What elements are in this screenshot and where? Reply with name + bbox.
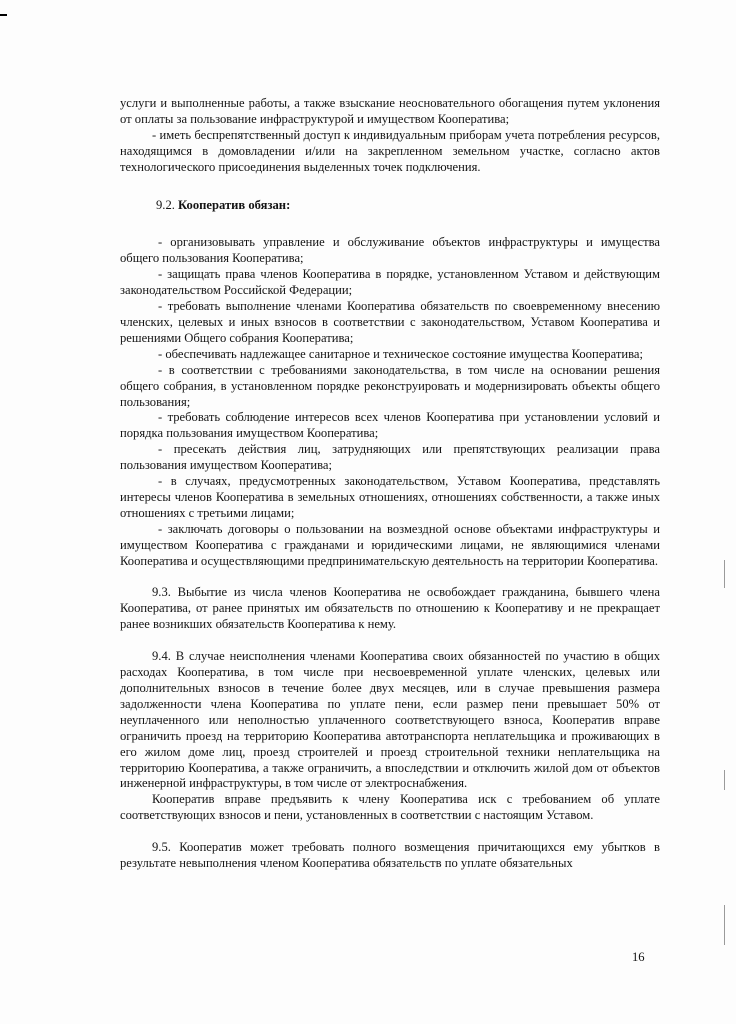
list-item: - требовать выполнение членами Кооператива обязательств по своевременному внесению членских, целевых и иных взносов в соответствии с законодательством, Уставом Кооператива и решениями Общего собрания Кооператива;: [120, 299, 660, 345]
list-item: - в соответствии с требованиями законодательства, в том числе на основании решения общего собрания, в установленном порядке реконструировать и модернизировать объекты общего пользования;: [120, 362, 660, 409]
list-item: - в случаях, предусмотренных законодательством, Уставом Кооператива, представлять интересы членов Кооператива в земельных отношениях, отношениях собственности, а также иных отношениях с третьими лицами;: [120, 474, 660, 520]
paragraph-gap: [120, 569, 660, 585]
section-heading: [156, 198, 660, 214]
section-heading-number: 9.2.: [156, 197, 175, 212]
paragraph: 9.4. В случае неисполнения членами Кооператива своих обязанностей по участию в общих расходах Кооператива, в том числе при несвоевременной уплате членских, целевых или дополнительных взносов в течение более двух месяцев, или в случае превышения размера задолженности члена Кооператива по уплате пени, если размер пени превышает 50% от неуплаченного или неполностью уплаченного соответствующего взноса, Кооператив вправе ограничить проезд на территорию Кооператива автотранспорта неплательщика и проживающих в его жилом доме лиц, проезд строителей и проезд строительной техники неплательщика на территорию Кооператива, а также ограничить, а впоследствии и отключить жилой дом от объектов инженерной инфраструктуры, в том числе от электроснабжения.: [120, 649, 660, 791]
document-body: [120, 96, 660, 872]
paragraph: услуги и выполненные работы, а также взыскание неосновательного обогащения путем уклонения от оплаты за пользование инфраструктурой и имуществом Кооператива;: [120, 96, 660, 126]
scan-edge-mark: [724, 905, 725, 945]
scan-corner-mark: [0, 14, 7, 16]
list-item: - заключать договоры о пользовании на возмездной основе объектами инфраструктуры и имуществом Кооператива с гражданами и юридическими лицами, не являющимися членами Кооператива и осуществляющими предпринимательскую деятельность на территории Кооператива.: [120, 521, 660, 568]
scan-edge-mark: [724, 770, 725, 790]
paragraph-gap: [120, 824, 660, 840]
page-number: 16: [632, 950, 645, 964]
paragraph-gap: [120, 633, 660, 649]
scan-edge-mark: [724, 560, 725, 588]
list-item: - пресекать действия лиц, затрудняющих или препятствующих реализации права пользования имуществом Кооператива;: [120, 442, 660, 473]
list-item: - организовывать управление и обслуживание объектов инфраструктуры и имущества общего пользования Кооператива;: [120, 235, 660, 266]
paragraph: 9.5. Кооператив может требовать полного возмещения причитающихся ему убытков в результате невыполнения членом Кооператива обязательств по уплате обязательных: [120, 840, 660, 871]
paragraph: Кооператив вправе предъявить к члену Кооператива иск с требованием об уплате соответствующих взносов и пени, установленных в соответствии с настоящим Уставом.: [120, 792, 660, 823]
list-item: - защищать права членов Кооператива в порядке, установленном Уставом и действующим законодательством Российской Федерации;: [120, 267, 660, 298]
list-item: - требовать соблюдение интересов всех членов Кооператива при установлении условий и порядка пользования имуществом Кооператива;: [120, 410, 660, 441]
paragraph: - иметь беспрепятственный доступ к индивидуальным приборам учета потребления ресурсов, находящимся в домовладении и/или на закрепленном земельном участке, согласно актов технологического присоединения выделенных точек подключения.: [120, 127, 660, 174]
section-heading-text: Кооператив обязан:: [178, 197, 291, 212]
list-item: - обеспечивать надлежащее санитарное и техническое состояние имущества Кооператива;: [158, 346, 643, 361]
paragraph: 9.3. Выбытие из числа членов Кооператива не освобождает гражданина, бывшего члена Кооператива, от ранее принятых им обязательств по отношению к Кооперативу и не прекращает ранее возникших обязательств Кооператива к нему.: [120, 585, 660, 632]
